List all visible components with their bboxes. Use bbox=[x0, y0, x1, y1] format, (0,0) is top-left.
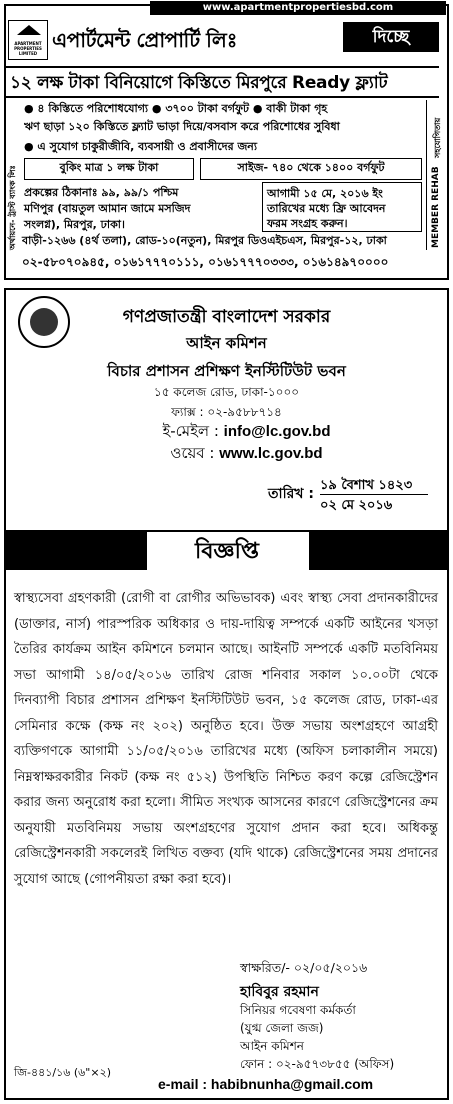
offer-line: তারিখের মধ্যে ফ্রি আবেদন bbox=[267, 202, 386, 215]
rehab-member-text: MEMBER REHAB bbox=[431, 166, 441, 248]
feature-line: ● এ সুযোগ চাকুরীজীবি, ব্যবসায়ী ও প্রবাসীদের জন্য bbox=[24, 140, 258, 153]
signer-organization: আইন কমিশন bbox=[240, 1039, 304, 1053]
street-address: ১৫ কলেজ রোড, ঢাকা-১০০০ bbox=[153, 385, 300, 399]
offer-line: ফরম সংগ্রহ করুন। bbox=[267, 217, 348, 230]
email-address-link[interactable]: info@lc.gov.bd bbox=[223, 423, 331, 440]
signed-date: স্বাক্ষরিত/- ০২/০৫/২০১৬ bbox=[240, 960, 368, 975]
signer-title: সিনিয়র গবেষণা কর্মকর্তা bbox=[240, 1003, 356, 1017]
ad-headline: ১২ লক্ষ টাকা বিনিয়োগে কিস্তিতে মিরপুরে Ready ফ্ল্যাট bbox=[10, 73, 388, 93]
date-label: তারিখ : bbox=[268, 486, 314, 502]
fax-number: ফ্যাক্স : ০২-৯৫৮৮৭১৪ bbox=[171, 405, 282, 419]
signer-email: e-mail : habibnunha@gmail.com bbox=[158, 1076, 374, 1092]
feature-line: ঋণ ছাড়া ১২০ কিস্তিতে ফ্ল্যাট ভাড়া দিয়ে/বসবাস করে পরিশোধের সুবিধা bbox=[24, 120, 340, 133]
government-name: গণপ্রজাতন্ত্রী বাংলাদেশ সরকার bbox=[122, 307, 331, 327]
project-address-line: সংলগ্ন), মিরপুর, ঢাকা। bbox=[24, 218, 125, 231]
signer-name: হাবিবুর রহমান bbox=[240, 984, 319, 1000]
company-logo-text: APARTMENT PROPERTIES LIMITED bbox=[14, 41, 42, 56]
offer-box bbox=[262, 182, 422, 232]
financing-partner-text: অর্থায়নে- ট্রাস্ট ব্যাংক লিঃ bbox=[8, 165, 17, 250]
ad-right-strip bbox=[426, 100, 447, 250]
cooperation-text: সহযোগিতায় bbox=[433, 117, 442, 158]
company-name: এপার্টমেন্ট প্রোপার্টি লিঃ bbox=[52, 28, 237, 52]
size-box: সাইজ- ৭৪০ থেকে ১৪০০ বর্গফুট bbox=[200, 158, 422, 180]
email-label: ই-মেইল : bbox=[162, 422, 224, 440]
web-label: ওয়েব : bbox=[170, 444, 220, 462]
commission-website bbox=[60, 442, 433, 467]
website-link[interactable]: www.lc.gov.bd bbox=[219, 445, 323, 462]
date-divider bbox=[320, 494, 428, 495]
signer-phone: ফোন : ০২-৯৫৭৩৮৫৫ (অফিস) bbox=[240, 1057, 395, 1071]
ad-website-url: www.apartmentpropertiesbd.com bbox=[150, 1, 446, 15]
office-address: বাড়ী-১২৬৬ (৪র্থ তলা), রোড-১০(নতুন), মিরপুর ডিওএইচএস, মিরপুর-১২, ঢাকা bbox=[22, 234, 387, 247]
company-logo bbox=[8, 20, 48, 60]
offer-line: আগামী ১৫ মে, ২০১৬ ইং bbox=[267, 187, 383, 200]
commission-name: আইন কমিশন bbox=[186, 334, 267, 352]
project-address-line: মণিপুর (বায়তুল আমান জামে মসজিদ bbox=[24, 202, 191, 215]
notice-title: বিজ্ঞপ্তি bbox=[195, 539, 259, 564]
gives-badge: দিচ্ছে bbox=[343, 22, 439, 52]
bengali-date: ১৯ বৈশাখ ১৪২৩ bbox=[320, 478, 413, 493]
building-name: বিচার প্রশাসন প্রশিক্ষণ ইনস্টিটিউট ভবন bbox=[107, 362, 346, 380]
feature-line: ● ৪ কিস্তিতে পরিশোধযোগ্য ● ৩৭০০ টাকা বর্গফুট ● বাকী টাকা গৃহ bbox=[24, 102, 328, 115]
booking-box: বুকিং মাত্র ১ লক্ষ টাকা bbox=[24, 158, 194, 180]
reference-number: জি-৪৪১/১৬ (৬"×২) bbox=[14, 1066, 112, 1079]
project-address-line: প্রকল্পের ঠিকানাঃ ৯৯, ৯৯/১ পশ্চিম bbox=[24, 186, 179, 199]
gregorian-date: ০২ মে ২০১৬ bbox=[320, 498, 393, 513]
phone-numbers: ০২-৫৮০৭০৯৪৫, ০১৬১৭৭৭০১১১, ০১৬১৭৭৭০৩৩৩, ০১৬১৪৯৭০০০০ bbox=[22, 255, 389, 269]
signer-rank: (যুগ্ম জেলা জজ) bbox=[240, 1021, 324, 1035]
notice-body: স্বাস্থ্যসেবা গ্রহণকারী (রোগী বা রোগীর অভিভাবক) এবং স্বাস্থ্য সেবা প্রদানকারীদের (ডাক্তার, নার্স) পারস্পরিক অধিকার ও দায়-দায়িত্ব সম্পর্কে একটি আইনের খসড়া তৈরির কার্যক্রম আইন কমিশনে চলমান আছে। আইনটি সম্পর্কে একটি মতবিনিময় সভা আগামী ১৪/০৫/২০১৬ তারিখ রোজ শনিবার সকাল ১০.০০টা থেকে দিনব্যাপী বিচার প্রশাসন প্রশিক্ষণ ইনস্টিটিউট ভবন, ১৫ কলেজ রোড, ঢাকা-এর সেমিনার কক্ষে (কক্ষ নং ২০২) অনুষ্ঠিত হবে। উক্ত সভায় অংশগ্রহণে আগ্রহী ব্যক্তিগণকে আগামী ১১/০৫/২০১৬ তারিখের মধ্যে (অফিস চলাকালীন সময়ে) নিম্নস্বাক্ষরকারীর নিকট (কক্ষ নং ৫১২) উপস্থিতি নিশ্চিত করণ কল্পে রেজিস্ট্রেশন করার জন্য অনুরোধ করা হলো। সীমিত সংখ্যক আসনের কারণে রেজিস্ট্রেশনের ক্রম অনুযায়ী মতবিনিময় সভায় অংশগ্রহণের সুযোগ প্রদান করা হবে। অধিকন্তু রেজিস্ট্রেশনকারী সকলেরই লিখিত বক্তব্য (যদি থাকে) রেজিস্ট্রেশনের সময় প্রদানের সুযোগ আছে (গোপনীয়তা রক্ষা করা হবে)। bbox=[14, 591, 438, 887]
